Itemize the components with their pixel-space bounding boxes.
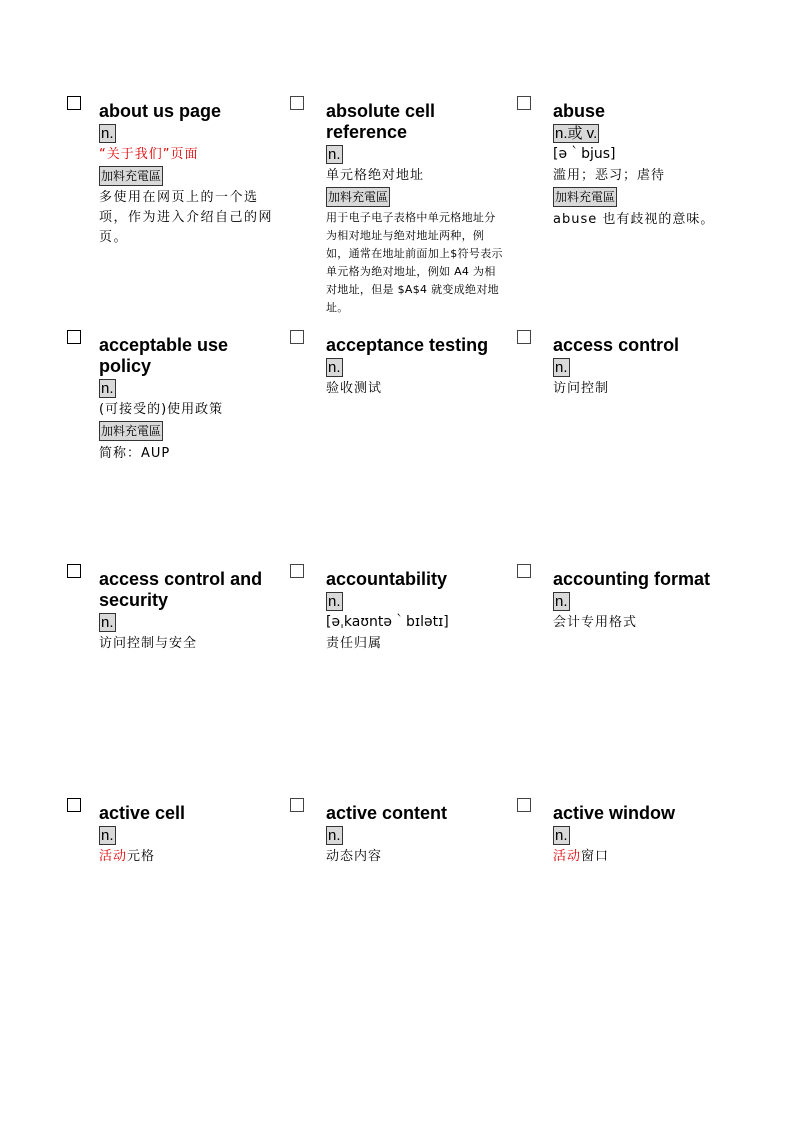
entry-term: active window — [553, 803, 676, 823]
entry-checkbox[interactable] — [517, 798, 531, 812]
entry-meaning: (可接受的)使用政策 — [99, 402, 224, 417]
entry-meaning: 动态内容 — [326, 849, 383, 864]
entry-meaning: 访问控制 — [553, 381, 610, 396]
entry-term: access control — [553, 335, 680, 355]
part-of-speech: n. — [555, 827, 568, 844]
entry-checkbox[interactable] — [290, 330, 304, 344]
part-of-speech: n. — [555, 593, 568, 610]
meaning-highlight: 活动 — [553, 849, 582, 864]
entry-term: accounting format — [553, 569, 711, 589]
entry-meaning: 访问控制与安全 — [99, 636, 198, 651]
meaning-rest: 窗口 — [581, 849, 610, 864]
entry-term: abuse — [553, 101, 606, 121]
part-of-speech: n. — [101, 380, 114, 397]
entry-meaning: 责任归属 — [326, 636, 383, 651]
entry-term: active content — [326, 803, 448, 823]
entry-checkbox[interactable] — [290, 96, 304, 110]
entry-note: abuse 也有歧视的意味。 — [553, 212, 715, 227]
part-of-speech: n. — [328, 593, 341, 610]
entry-term: absolute cell reference — [326, 101, 436, 142]
entry-checkbox[interactable] — [67, 798, 81, 812]
bonus-tag: 加料充電區 — [99, 421, 163, 441]
part-of-speech: n. — [328, 359, 341, 376]
entry-meaning: 验收测试 — [326, 381, 383, 396]
bonus-tag: 加料充電區 — [553, 187, 617, 207]
entry-term: access control and security — [99, 569, 263, 610]
entry-term: about us page — [99, 101, 222, 121]
entry-pronunciation: [ə｀bjus] — [553, 146, 616, 162]
part-of-speech: n. — [101, 827, 114, 844]
part-of-speech: n. — [101, 125, 114, 142]
bonus-tag: 加料充電區 — [326, 187, 390, 207]
entry-checkbox[interactable] — [517, 564, 531, 578]
entry-term: active cell — [99, 803, 186, 823]
entry-checkbox[interactable] — [67, 330, 81, 344]
entry-meaning: 会计专用格式 — [553, 615, 638, 630]
entry-term: acceptance testing — [326, 335, 489, 355]
part-of-speech: n. — [328, 827, 341, 844]
entry-checkbox[interactable] — [67, 564, 81, 578]
entry-checkbox[interactable] — [67, 96, 81, 110]
entry-meaning — [99, 846, 279, 867]
bonus-tag: 加料充電區 — [99, 166, 163, 186]
entry-checkbox[interactable] — [517, 330, 531, 344]
entry-meaning: 单元格绝对地址 — [326, 168, 425, 183]
meaning-highlight: 活动 — [99, 849, 128, 864]
entry-meaning: 滥用；恶习；虐待 — [553, 168, 666, 183]
part-of-speech: n. — [328, 146, 341, 163]
entry-meaning: “关于我们”页面 — [99, 147, 199, 162]
entry-term: acceptable use policy — [99, 335, 229, 376]
entry-note: 多使用在网页上的一个选项，作为进入介绍自己的网页。 — [99, 190, 274, 245]
meaning-rest: 元格 — [127, 849, 156, 864]
entry-note: 用于电子电子表格中单元格地址分为相对地址与绝对地址两种，例如，通常在地址前面加上$符号表示单元格为绝对地址，例如 A4 为相对地址，但是 $A$4 就变成绝对地址。 — [326, 211, 503, 314]
part-of-speech: n.或 v. — [555, 125, 598, 142]
entry-note: 简称：AUP — [99, 446, 171, 461]
part-of-speech: n. — [555, 359, 568, 376]
entry-checkbox[interactable] — [290, 564, 304, 578]
entry-pronunciation: [əˌkaʊntə｀bɪlətɪ] — [326, 614, 449, 630]
entry-checkbox[interactable] — [290, 798, 304, 812]
entry-checkbox[interactable] — [517, 96, 531, 110]
entry-meaning — [553, 846, 733, 867]
part-of-speech: n. — [101, 614, 114, 631]
entry-term: accountability — [326, 569, 448, 589]
